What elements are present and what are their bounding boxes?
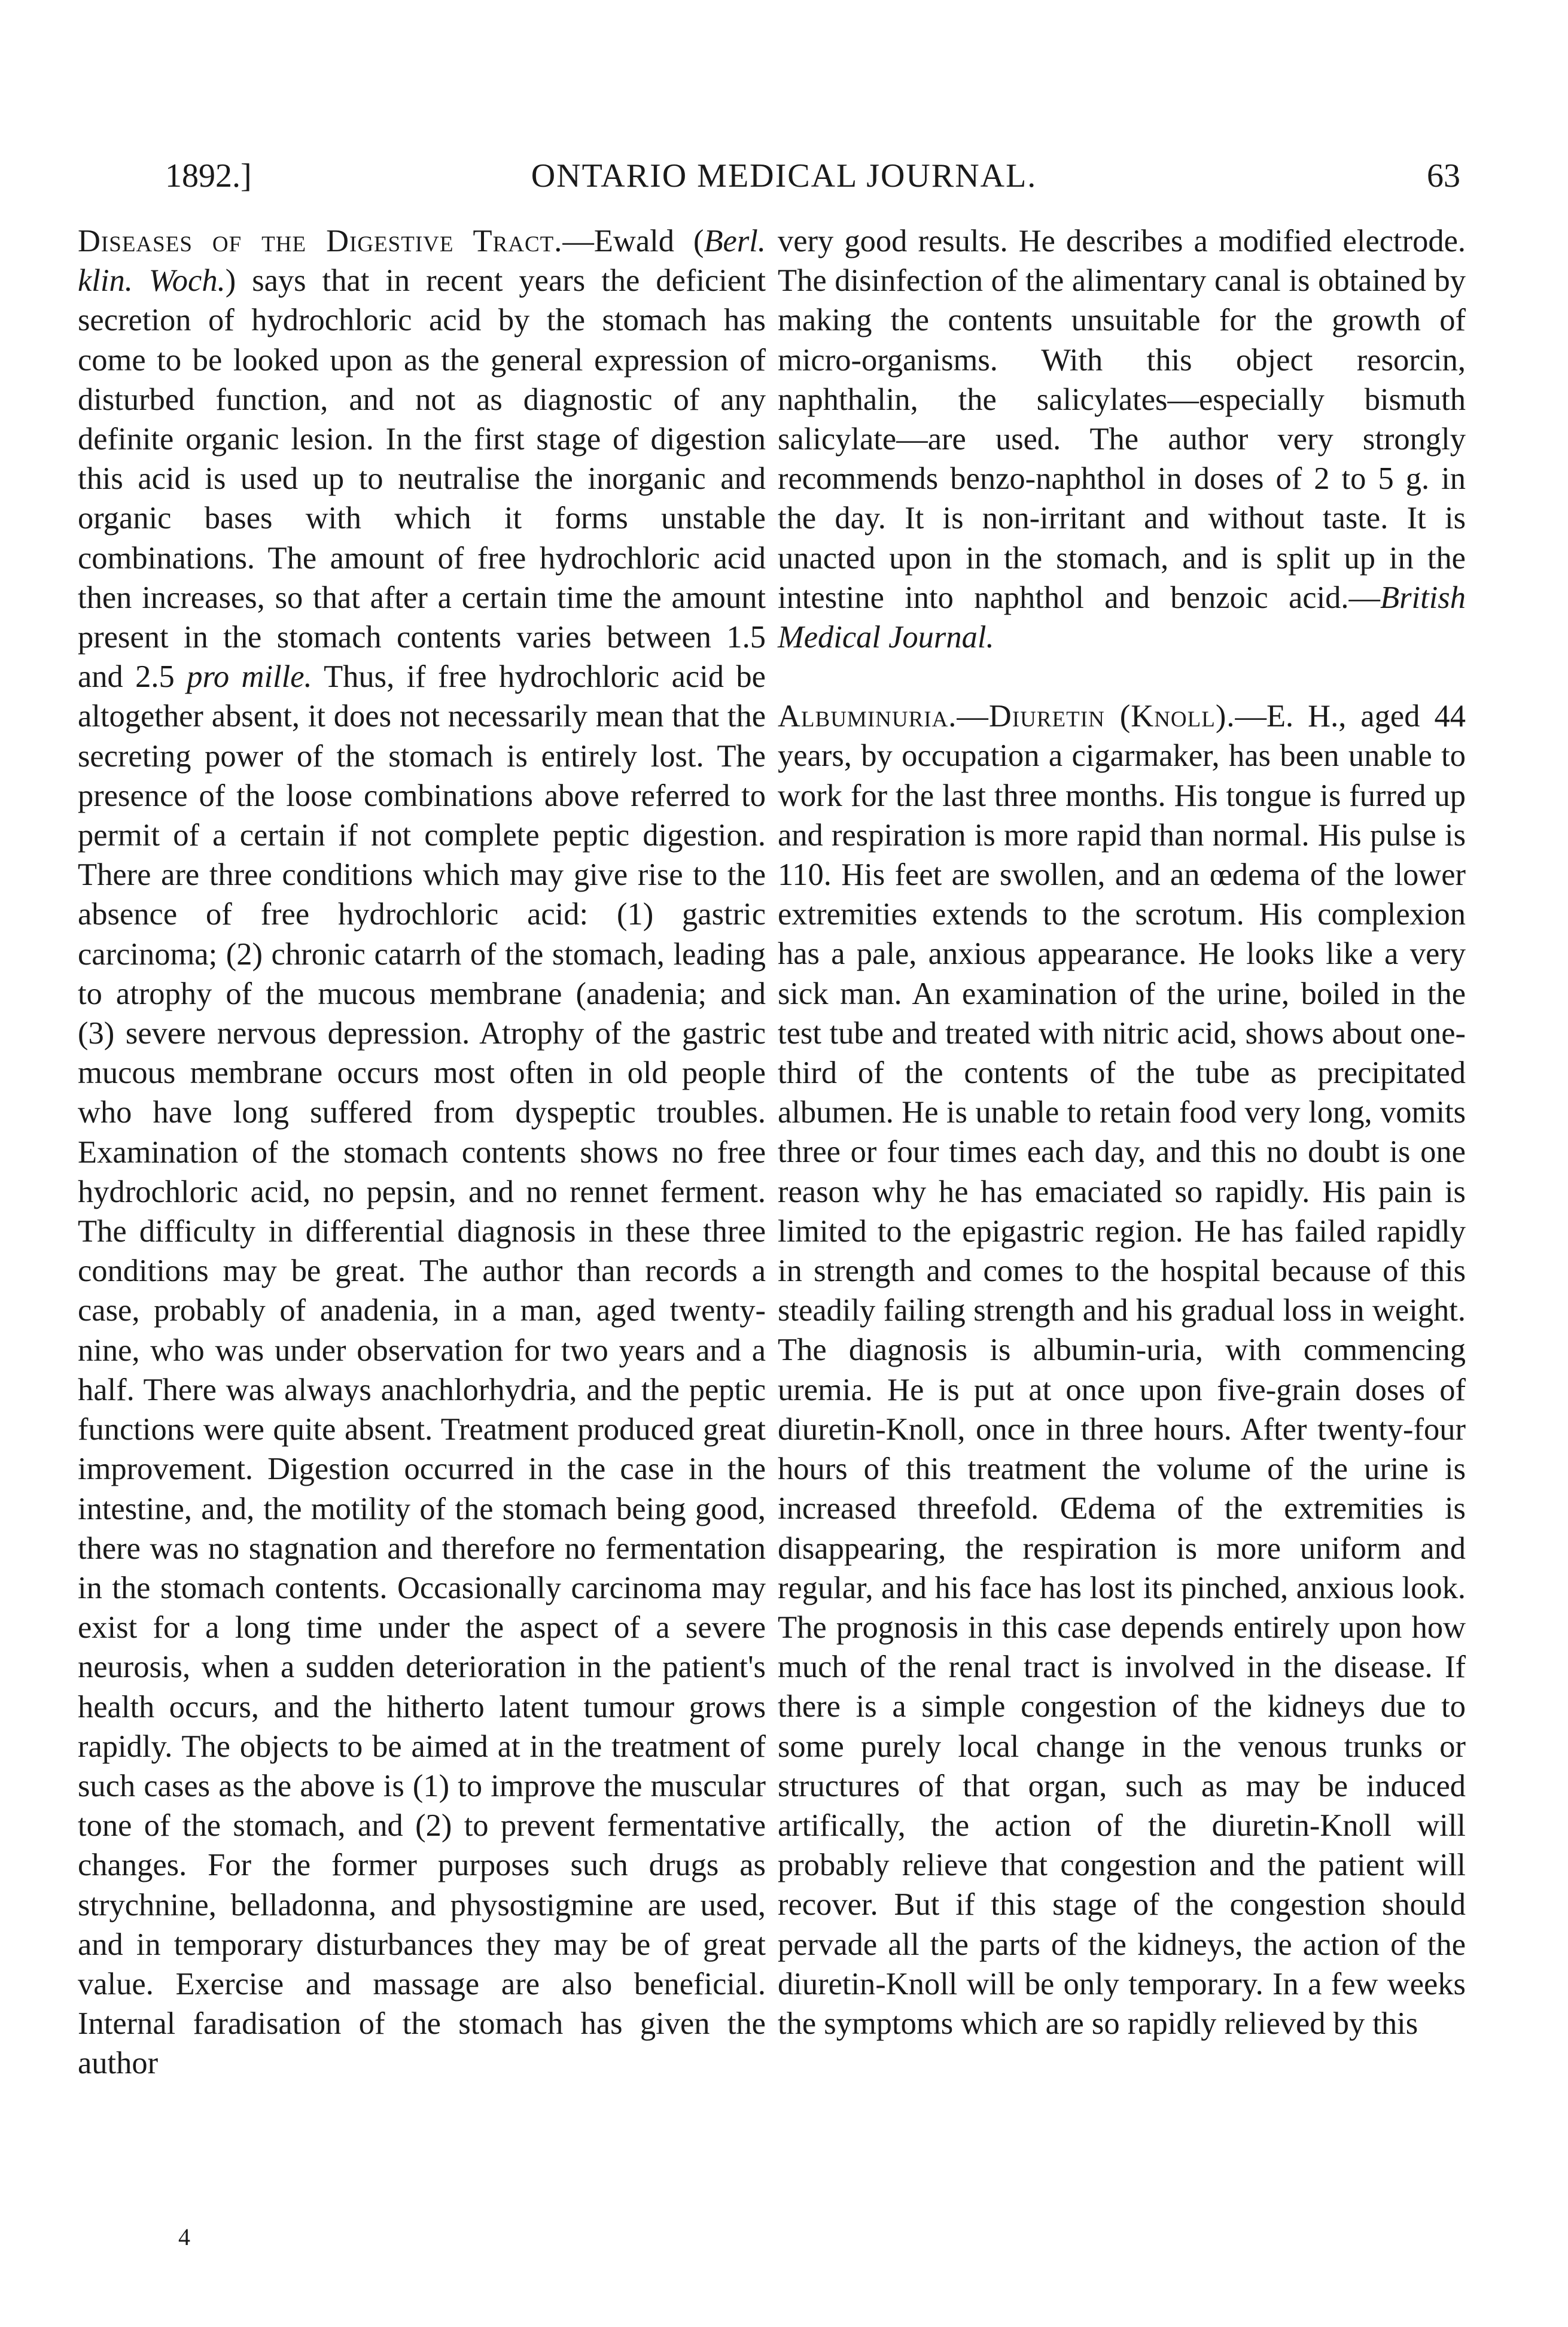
left-column bbox=[78, 221, 766, 2083]
continuation-text: very good results. He describes a modified electrode. The disinfection of the alimentary canal is obtained by making the contents unsuitable for the growth of micro-organisms. With this object resorcin, naphthalin, the salicylates—especially bismuth salicylate—are used. The author very strongly recommends benzo-naphthol in doses of 2 to 5 g. in the day. It is non-irritant and without taste. It is unacted upon in the stomach, and is split up in the intestine into naphthol and benzoic acid.— bbox=[778, 224, 1466, 615]
digestive-tract-continuation bbox=[778, 221, 1466, 657]
pro-mille-italic: pro mille. bbox=[187, 659, 312, 695]
header-journal-title: ONTARIO MEDICAL JOURNAL. bbox=[531, 157, 1037, 194]
signature-mark: 4 bbox=[178, 2223, 190, 2250]
paragraph-text-b: Thus, if free hydrochloric acid be altogether absent, it does not necessarily mean that the secreting power of the stomach is entirely lost. The presence of the loose combinations above referred to permit of a certain if not complete peptic digestion. There are three conditions which may give rise to the absence of free hydrochloric acid: (1) gastric carcinoma; (2) chronic catarrh of the stomach, leading to atrophy of the mucous membrane (anadenia; and (3) severe nervous depression. Atrophy of the gastric mucous membrane occurs most often in old people who have long suffered from dyspeptic troubles. Examination of the stomach contents shows no free hydrochloric acid, no pepsin, and no rennet ferment. The difficulty in differential diagnosis in these three conditions may be great. The author than records a case, probably of anadenia, in a man, aged twenty-nine, who was under observation for two years and a half. There was always anachlorhydria, and the peptic functions were quite absent. Treatment produced great improvement. Digestion occurred in the case in the intestine, and, the motility of the stomach being good, there was no stagnation and therefore no fermentation in the stomach contents. Occasionally carcinoma may exist for a long time under the aspect of a severe neurosis, when a sudden deterioration in the patient's health occurs, and the hitherto latent tumour grows rapidly. The objects to be aimed at in the treatment of such cases as the above is (1) to improve the muscular tone of the stomach, and (2) to prevent fermentative changes. For the former purposes such drugs as strychnine, belladonna, and physostigmine are used, and in temporary disturbances they may be of great value. Exercise and massage are also beneficial. Internal faradisation of the stomach has given the author bbox=[78, 659, 766, 2081]
header-year: 1892.] bbox=[165, 157, 252, 194]
section-heading-digestive-tract: Diseases of the Digestive Tract. bbox=[78, 224, 563, 258]
digestive-tract-paragraph bbox=[78, 221, 766, 2083]
paragraph-text-a: ) says that in recent years the deficient secretion of hydrochloric acid by the stomach has come to be looked upon as the general expression of disturbed function, and not as diagnostic of any definite organic lesion. In the first stage of digestion this acid is used up to neutralise the inorganic and organic bases with which it forms unstable combinations. The amount of free hydrochloric acid then increases, so that after a certain time the amount present in the stomach contents varies between 1.5 and 2.5 bbox=[78, 263, 766, 695]
heading-dash: —Ewald ( bbox=[562, 224, 704, 258]
right-column bbox=[778, 221, 1466, 2043]
header-page-number: 63 bbox=[1427, 157, 1460, 194]
source-british-medical-journal: British Medical Journal. bbox=[778, 580, 1466, 655]
albuminuria-text: —E. H., aged 44 years, by occupation a cigarmaker, has been unable to work for the last three months. His tongue is furred up and respiration is more rapid than normal. His pulse is 110. His feet are swollen, and an œdema of the lower extremities extends to the scrotum. His complexion has a pale, anxious appearance. He looks like a very sick man. An examination of the urine, boiled in the test tube and treated with nitric acid, shows about one-third of the contents of the tube as precipitated albumen. He is unable to retain food very long, vomits three or four times each day, and this no doubt is one reason why he has emaciated so rapidly. His pain is limited to the epigastric region. He has failed rapidly in strength and comes to the hospital because of this steadily failing strength and his gradual loss in weight. The diagnosis is albumin-uria, with commencing uremia. He is put at once upon five-grain doses of diuretin-Knoll, once in three hours. After twenty-four hours of this treatment the volume of the urine is increased threefold. Œdema of the extremities is disappearing, the respiration is more uniform and regular, and his face has lost its pinched, anxious look. The prognosis in this case depends entirely upon how much of the renal tract is involved in the disease. If there is a simple congestion of the kidneys due to some purely local change in the venous trunks or structures of that organ, such as may be induced artifically, the action of the diuretin-Knoll will probably relieve that congestion and the patient will recover. But if this stage of the congestion should pervade all the parts of the kidneys, the action of the diuretin-Knoll will be only temporary. In a few weeks the symptoms which are so rapidly relieved by this bbox=[778, 699, 1466, 2041]
citation-berl-klin-woch: Berl. klin. Woch. bbox=[78, 224, 766, 299]
running-header bbox=[0, 157, 1568, 211]
section-heading-albuminuria: Albuminuria.—Diuretin (Knoll). bbox=[778, 699, 1235, 734]
albuminuria-paragraph bbox=[778, 696, 1466, 2043]
